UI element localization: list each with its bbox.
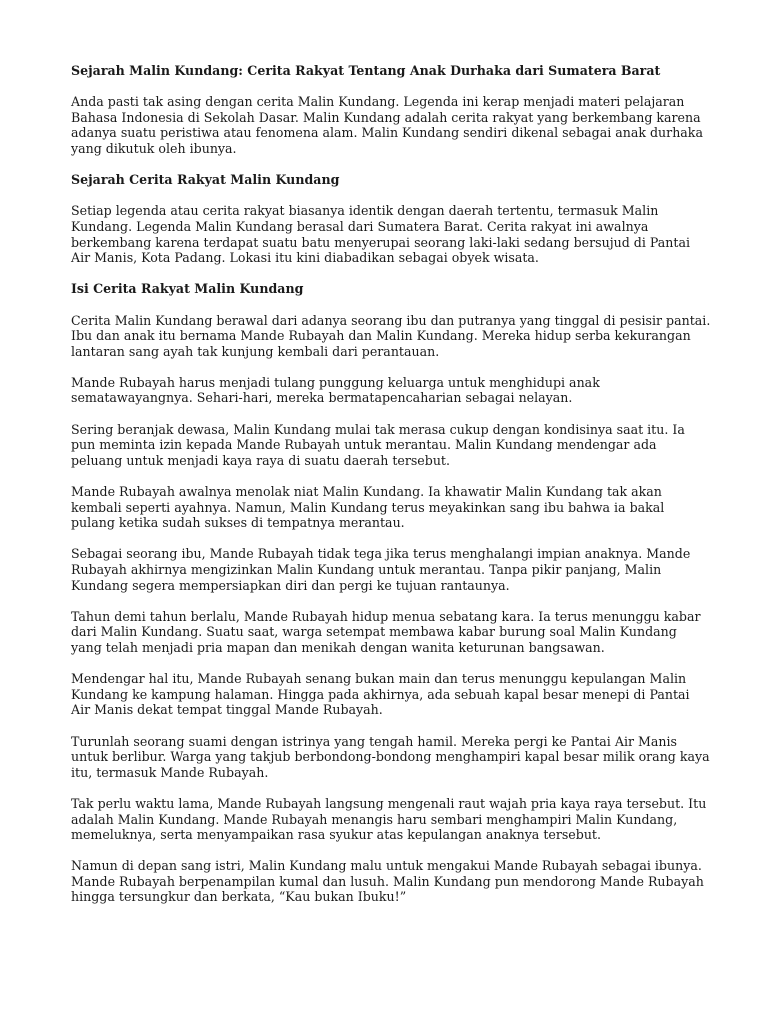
- document-page: [71, 63, 711, 921]
- story-paragraph: Sebagai seorang ibu, Mande Rubayah tidak tega jika terus menghalangi impian anaknya. Mande Rubayah akhirnya mengizinkan Malin Kundang untuk merantau. Tanpa pikir panjang, Malin Kundang segera mempersiapkan diri dan pergi ke tujuan rantaunya.: [71, 546, 691, 593]
- intro-paragraph: Anda pasti tak asing dengan cerita Malin Kundang. Legenda ini kerap menjadi materi pelajaran Bahasa Indonesia di Sekolah Dasar. Malin Kundang adalah cerita rakyat yang berkembang karena adanya suatu peristiwa atau fenomena alam. Malin Kundang sendiri dikenal sebagai anak durhaka yang dikutuk oleh ibunya.: [71, 94, 703, 156]
- story-paragraph: Tahun demi tahun berlalu, Mande Rubayah hidup menua sebatang kara. Ia terus menunggu kabar dari Malin Kundang. Suatu saat, warga setempat membawa kabar burung soal Malin Kundang yang telah menjadi pria mapan dan menikah dengan wanita keturunan bangsawan.: [71, 608, 701, 655]
- story-paragraph: Sering beranjak dewasa, Malin Kundang mulai tak merasa cukup dengan kondisinya saat itu. Ia pun meminta izin kepada Mande Rubayah untuk merantau. Malin Kundang mendengar ada peluang untuk menjadi kaya raya di suatu daerah tersebut.: [71, 421, 685, 468]
- story-paragraph: Turunlah seorang suami dengan istrinya yang tengah hamil. Mereka pergi ke Pantai Air Manis untuk berlibur. Warga yang takjub berbondong-bondong menghampiri kapal besar milik orang kaya itu, termasuk Mande Rubayah.: [71, 733, 710, 780]
- story-paragraph: Mande Rubayah harus menjadi tulang punggung keluarga untuk menghidupi anak sematawayangnya. Sehari-hari, mereka bermatapencaharian sebagai nelayan.: [71, 374, 600, 406]
- section-heading-isi-cerita: Isi Cerita Rakyat Malin Kundang: [71, 281, 304, 297]
- story-paragraph: Mande Rubayah awalnya menolak niat Malin Kundang. Ia khawatir Malin Kundang tak akan kembali seperti ayahnya. Namun, Malin Kundang terus meyakinkan sang ibu bahwa ia bakal pulang ketika sudah sukses di tempatnya merantau.: [71, 484, 665, 531]
- story-paragraph: Namun di depan sang istri, Malin Kundang malu untuk mengakui Mande Rubayah sebagai ibunya. Mande Rubayah berpenampilan kumal dan lusuh. Malin Kundang pun mendorong Mande Rubayah hingga tersungkur dan berkata, “Kau bukan Ibuku!”: [71, 858, 704, 905]
- section-heading-sejarah: Sejarah Cerita Rakyat Malin Kundang: [71, 172, 340, 188]
- story-paragraph: Cerita Malin Kundang berawal dari adanya seorang ibu dan putranya yang tinggal di pesisir pantai. Ibu dan anak itu bernama Mande Rubayah dan Malin Kundang. Mereka hidup serba kekurangan lantaran sang ayah tak kunjung kembali dari perantauan.: [71, 312, 711, 359]
- section-paragraph-sejarah: Setiap legenda atau cerita rakyat biasanya identik dengan daerah tertentu, termasuk Malin Kundang. Legenda Malin Kundang berasal dari Sumatera Barat. Cerita rakyat ini awalnya berkembang karena terdapat suatu batu menyerupai seorang laki-laki sedang bersujud di Pantai Air Manis, Kota Padang. Lokasi itu kini diabadikan sebagai obyek wisata.: [71, 203, 691, 266]
- story-paragraph: Tak perlu waktu lama, Mande Rubayah langsung mengenali raut wajah pria kaya raya tersebut. Itu adalah Malin Kundang. Mande Rubayah menangis haru sembari menghampiri Malin Kundang, memeluknya, serta menyampaikan rasa syukur atas kepulangan anaknya tersebut.: [71, 795, 707, 843]
- story-paragraph: Mendengar hal itu, Mande Rubayah senang bukan main dan terus menunggu kepulangan Malin Kundang ke kampung halaman. Hingga pada akhirnya, ada sebuah kapal besar menepi di Pantai Air Manis dekat tempat tinggal Mande Rubayah.: [71, 671, 690, 718]
- document-title: Sejarah Malin Kundang: Cerita Rakyat Tentang Anak Durhaka dari Sumatera Barat: [71, 63, 661, 78]
